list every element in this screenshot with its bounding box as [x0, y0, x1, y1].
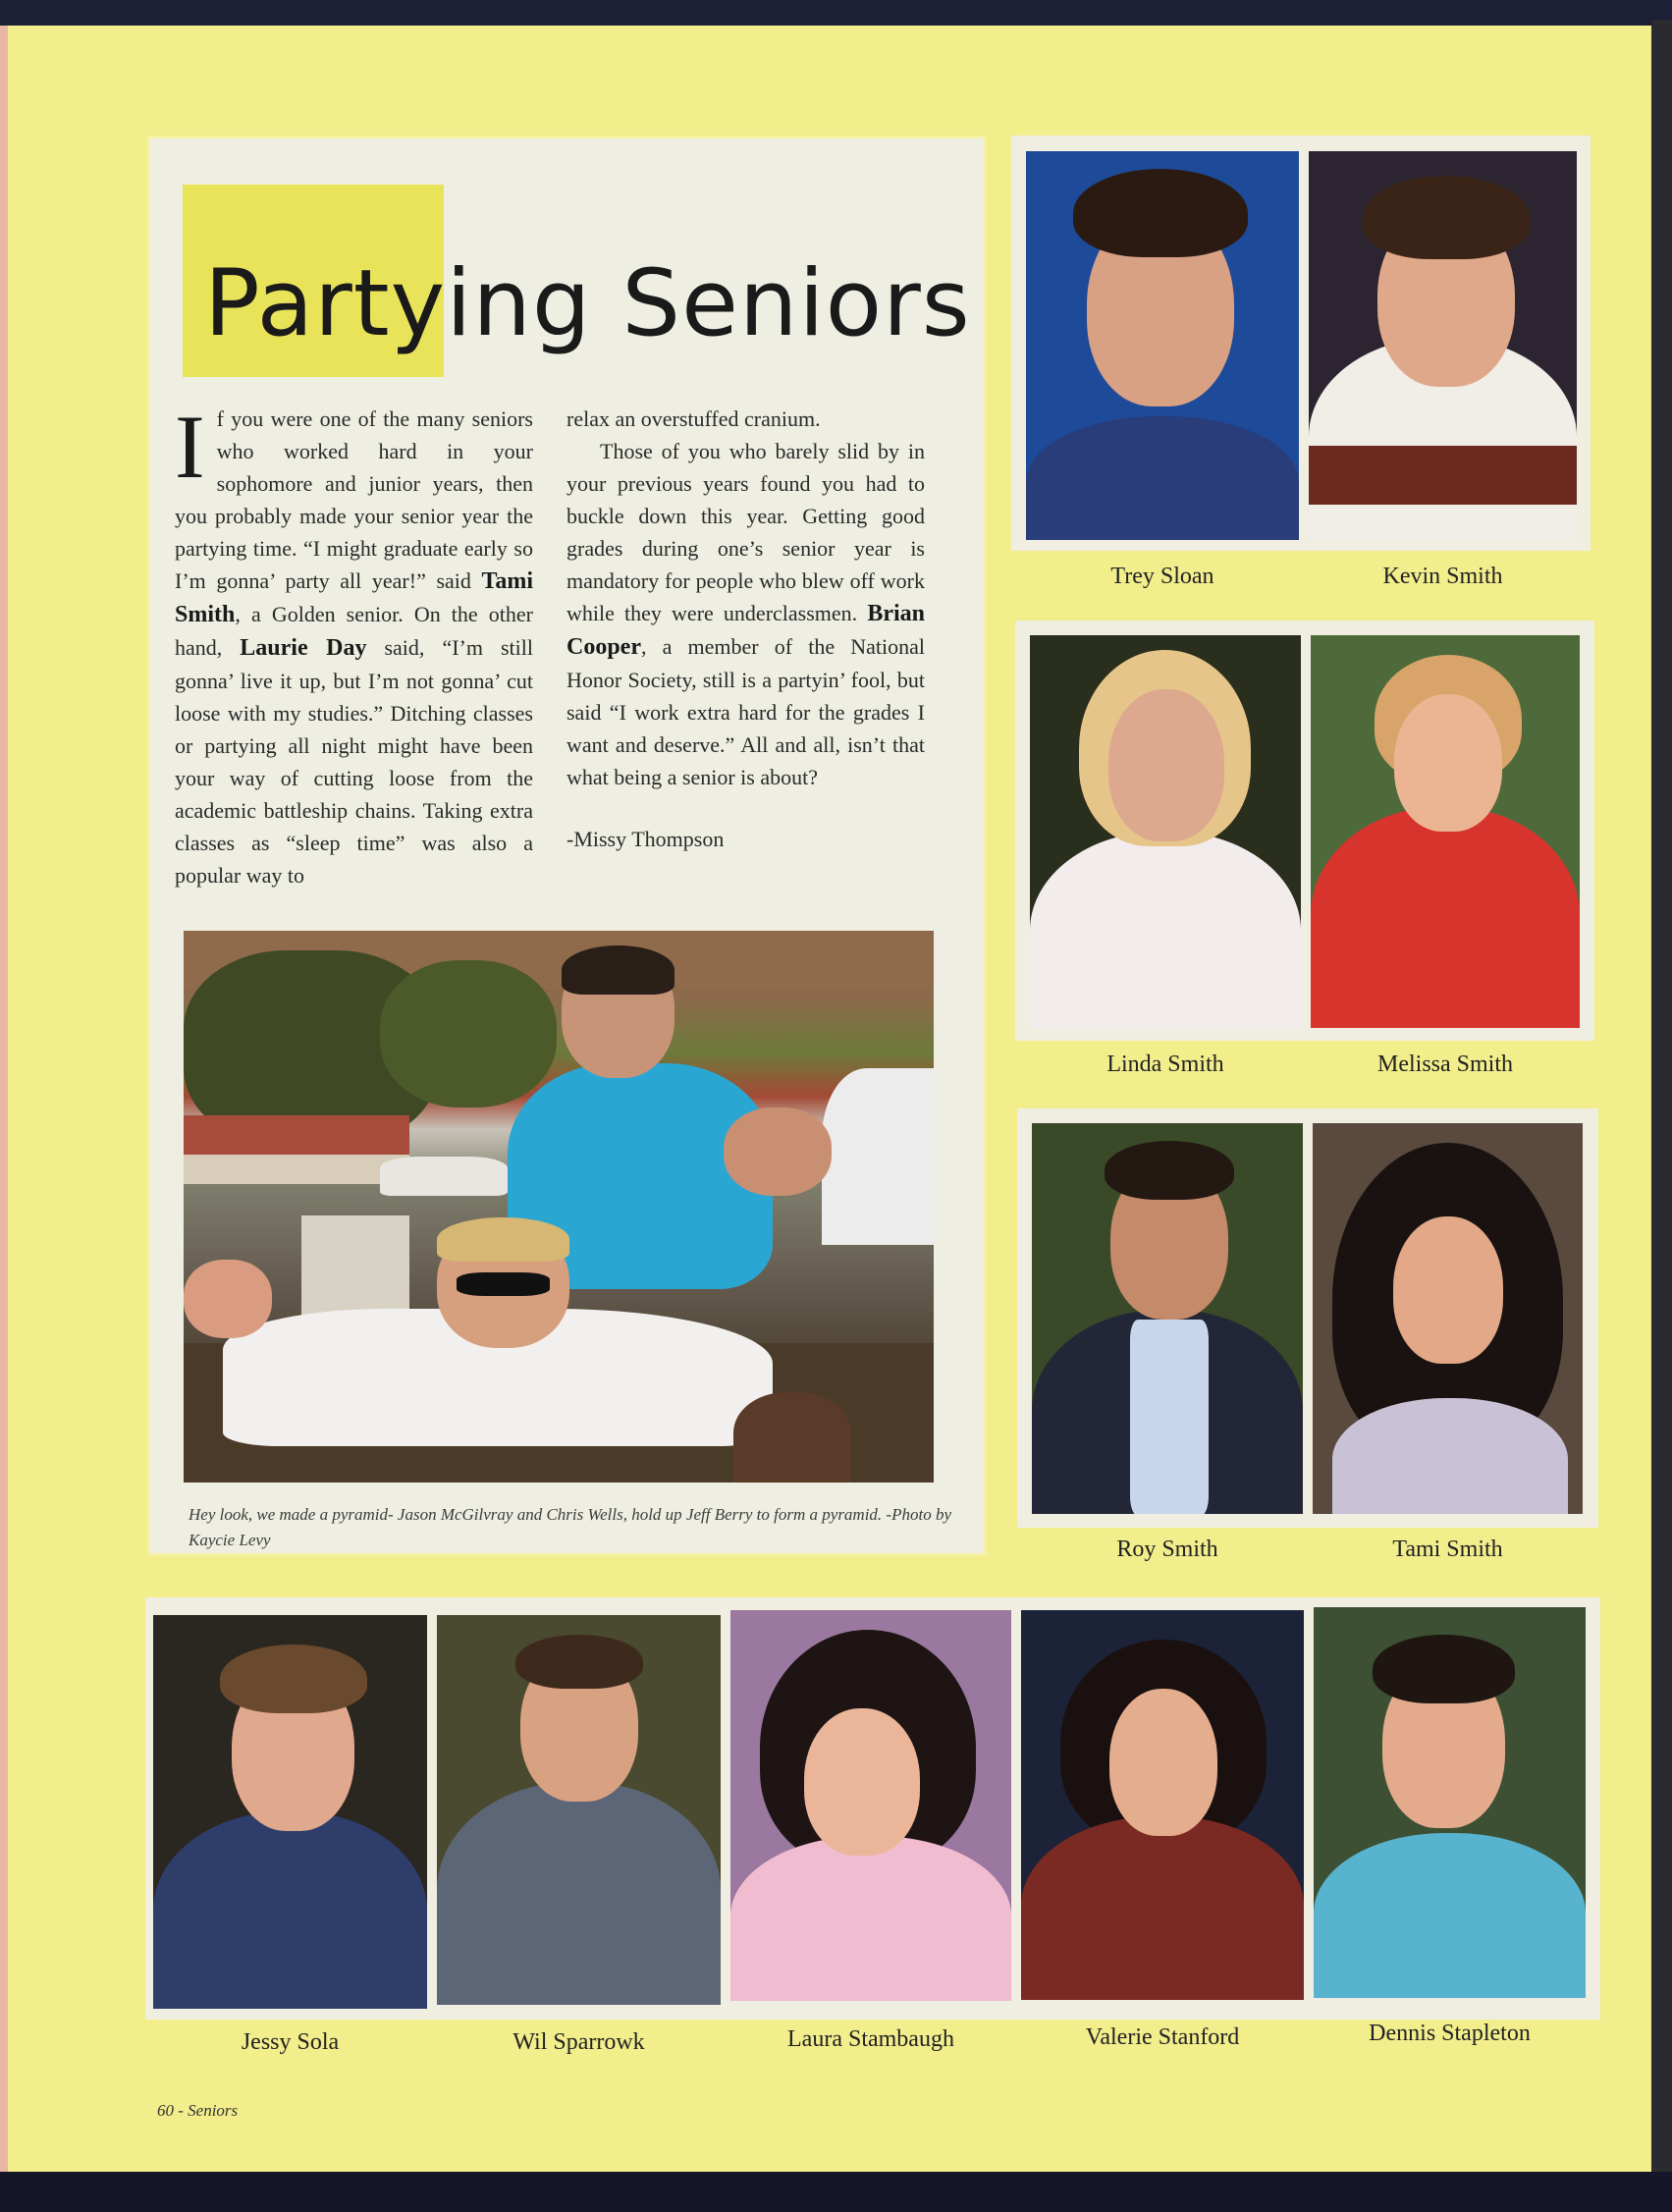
portrait-name: Roy Smith [1116, 1537, 1218, 1562]
portrait-name: Trey Sloan [1110, 564, 1214, 589]
quoted-name: Tami Smith [175, 568, 533, 627]
portrait-dennis-stapleton [1314, 1607, 1586, 1998]
portrait-name: Wil Sparrowk [512, 2029, 645, 2055]
group-photo [184, 931, 934, 1483]
quoted-name: Brian Cooper [566, 601, 925, 660]
portrait-roy-smith [1032, 1123, 1303, 1514]
article-text: , a Golden senior. On the other hand, [175, 602, 533, 660]
photo-caption: Hey look, we made a pyramid- Jason McGilvray and Chris Wells, hold up Jeff Berry to form a pyramid. -Photo by Kaycie Levy [189, 1505, 951, 1549]
portrait-laura-stambaugh [730, 1610, 1011, 2001]
article-text: said, “I’m still gonna’ live it up, but I’m not gonna’ cut loose with my studies.” Ditching classes or partying all night might have been your way of cutting loose from the academic battleship chains. Taking extra classes as “sleep time” was also a popular way to [175, 635, 533, 888]
portrait-melissa-smith [1311, 635, 1580, 1028]
portrait-kevin-smith [1309, 151, 1577, 540]
portrait-tami-smith [1313, 1123, 1583, 1514]
article-text: , a member of the National Honor Society, still is a partyin’ fool, but said “I work extra hard for the grades I want and deserve.” All and all, isn’t that what being a senior is about? [566, 634, 925, 789]
article-title: Partying Seniors [204, 250, 971, 357]
portrait-valerie-stanford [1021, 1610, 1304, 2000]
article-text: Those of you who barely slid by in your previous years found you had to buckle down this year. Getting good grades during one’s senior year is mandatory for people who blew off work while they were underclassmen. [566, 439, 925, 625]
portrait-name: Valerie Stanford [1085, 2024, 1240, 2050]
page-footer: 60 - Seniors [157, 2101, 239, 2120]
drop-cap: I [175, 397, 205, 497]
article-text: f you were one of the many seniors who worked hard in your sophomore and junior years, then you probably made your senior year the partying time. “I might graduate early so I’m gonna’ party all year!” said [175, 406, 533, 593]
portrait-wil-sparrowk [437, 1615, 721, 2005]
portrait-name: Kevin Smith [1382, 564, 1503, 589]
portrait-name: Dennis Stapleton [1369, 2021, 1531, 2046]
article-text: relax an overstuffed cranium. [566, 406, 821, 431]
scan-border [0, 2172, 1672, 2212]
quoted-name: Laurie Day [240, 635, 367, 661]
portrait-trey-sloan [1026, 151, 1299, 540]
portrait-jessy-sola [153, 1615, 427, 2009]
portrait-name: Linda Smith [1106, 1052, 1224, 1077]
portrait-name: Melissa Smith [1376, 1052, 1513, 1077]
article-byline: -Missy Thompson [566, 827, 725, 851]
article-column-1 [175, 397, 533, 891]
portrait-name: Tami Smith [1392, 1537, 1503, 1562]
article-column-2 [566, 403, 925, 855]
portrait-linda-smith [1030, 635, 1301, 1028]
page-binding-edge [1651, 20, 1672, 2180]
portrait-name: Laura Stambaugh [787, 2026, 954, 2052]
portrait-name: Jessy Sola [241, 2029, 340, 2055]
